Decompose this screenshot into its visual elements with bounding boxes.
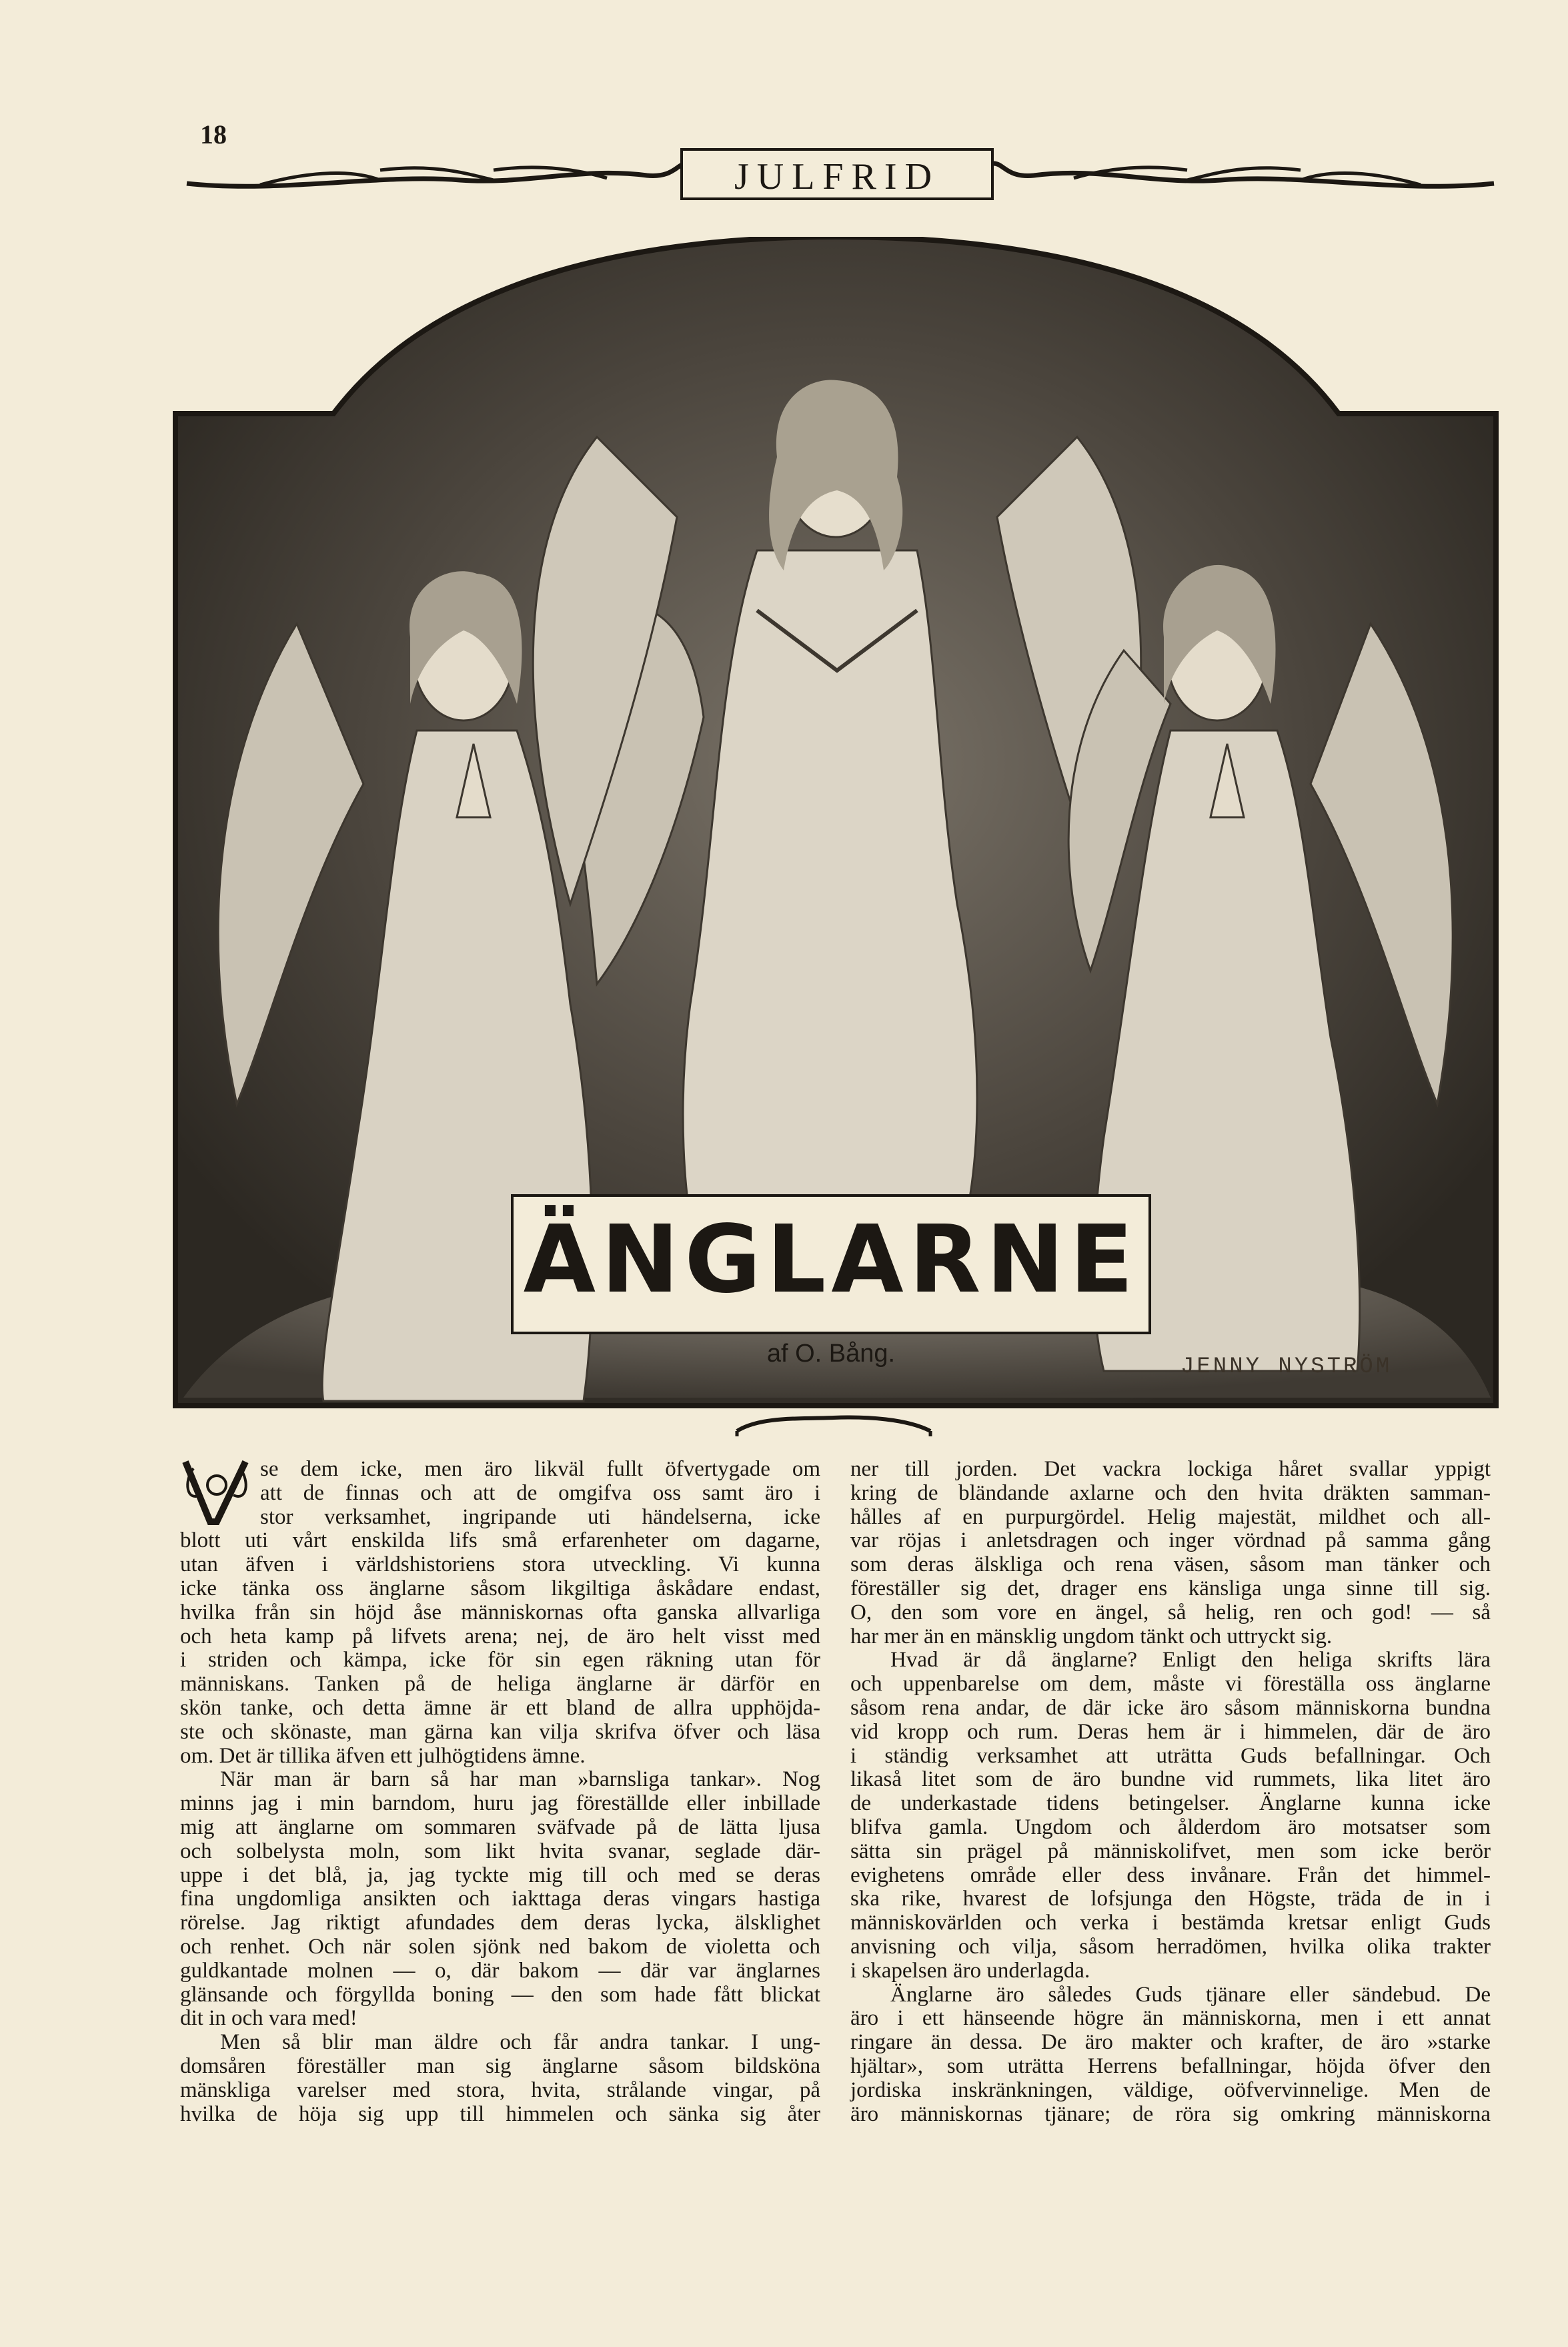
- left-line: mänskliga varelser med stora, hvita, strålande vingar, på: [180, 2077, 820, 2102]
- left-line: glänsande och förgyllda boning — den som hade fått blickat: [180, 1982, 820, 2007]
- right-line: evighetens område eller dess invånare. Från det himmel-: [850, 1863, 1491, 1887]
- right-line: ner till jorden. Det vackra lockiga håret svallar yppigt: [850, 1457, 1491, 1481]
- left-line: guldkantade molnen — o, där bakom — där var änglarnes: [180, 1958, 820, 1983]
- right-line: föreställer sig det, drager ens känsliga unga sinne till sig.: [850, 1576, 1491, 1600]
- right-line: likaså litet som de äro bundne vid rummets, lika litet äro: [850, 1767, 1491, 1792]
- right-line: och uppenbarelse om dem, måste vi föreställa oss änglarne: [850, 1672, 1491, 1697]
- right-column: [850, 1458, 1491, 2126]
- left-line: i striden och kämpa, icke för sin egen räkning utan för: [180, 1648, 820, 1673]
- left-line: ste och skönaste, man gärna kan vilja skrifva öfver och läsa: [180, 1719, 820, 1744]
- left-line: människans. Tanken på de heliga änglarne är därför en: [180, 1672, 820, 1697]
- right-line: äro människornas tjänare; de röra sig omkring människorna: [850, 2101, 1491, 2126]
- right-line: ska rike, hvarest de lofsjunga den Högste, träda de in i: [850, 1887, 1491, 1911]
- right-line: anvisning och vilja, såsom herradömen, hvilka olika trakter: [850, 1934, 1491, 1959]
- article-title: ÄNGLARNE: [523, 1206, 1139, 1314]
- author-byline: af O. Bång.: [766, 1340, 896, 1368]
- left-line: När man är barn så har man »barnsliga tankar». Nog: [220, 1767, 820, 1792]
- dropcap-v-ornament: [180, 1455, 253, 1528]
- right-line: kring de bländande axlarne och den hvita dräkten samman-: [850, 1480, 1491, 1505]
- right-line: de underkastade tidens betingelser. Änglarne kunna icke: [850, 1791, 1491, 1816]
- right-line: Änglarne äro således Guds tjänare eller sändebud. De: [890, 1982, 1491, 2007]
- right-line: i ständig verksamhet att uträtta Guds befallningar. Och: [850, 1743, 1491, 1768]
- right-line: blifva gamla. Ungdom och ålderdom äro motsatser som: [850, 1815, 1491, 1839]
- artist-signature: JENNY NYSTRÖM: [1181, 1354, 1393, 1380]
- right-line: jordiska inskränkningen, väldige, oöfvervinnelige. Men de: [850, 2077, 1491, 2102]
- left-line: om. Det är tillika äfven ett julhögtidens ämne.: [180, 1743, 586, 1768]
- left-line: Men så blir man äldre och får andra tankar. I ung-: [220, 2030, 820, 2055]
- left-column: [180, 1458, 820, 2126]
- left-line: minns jag i min barndom, huru jag föreställde eller inbillade: [180, 1791, 820, 1816]
- right-line: sätta sin prägel på människolifvet, men som icke berör: [850, 1839, 1491, 1863]
- right-line: var röjas i anletsdragen och inger vördnad på samma gång: [850, 1528, 1491, 1553]
- left-line: att de finnas och att de omgifva oss samt äro i: [260, 1480, 820, 1505]
- left-line: se dem icke, men äro likväl fullt öfvertygade om: [260, 1457, 820, 1481]
- left-line: icke tänka oss änglarne såsom likgiltiga åskådare endast,: [180, 1576, 820, 1600]
- right-line: har mer än en mänsklig ungdom tänkt och uttryckt sig.: [850, 1624, 1333, 1649]
- right-line: hålles af en purpurgördel. Helig majestät, mildhet och all-: [850, 1504, 1491, 1529]
- left-line: utan äfven i världshistoriens stora utveckling. Vi kunna: [180, 1552, 820, 1577]
- left-line: stor verksamhet, ingripande uti händelserna, icke: [260, 1504, 820, 1529]
- page-number: 18: [200, 119, 227, 149]
- left-line: blott uti vårt enskilda lifs små erfarenheter om dagarne,: [180, 1528, 820, 1553]
- right-line: såsom rena andar, de där icke äro såsom människorna bundna: [850, 1695, 1491, 1720]
- right-line: ringare än dessa. De äro makter och krafter, de äro »starke: [850, 2030, 1491, 2055]
- left-line: skön tanke, och detta ämne är ett bland de allra upphöjda-: [180, 1695, 820, 1720]
- left-line: och heta kamp på lifvets arena; nej, de äro helt visst med: [180, 1624, 820, 1649]
- right-line: i skapelsen äro underlagda.: [850, 1958, 1090, 1983]
- right-line: som deras älskliga och rena väsen, såsom man tänker och: [850, 1552, 1491, 1577]
- right-line: O, den som vore en ängel, så helig, ren och god! — så: [850, 1600, 1491, 1624]
- left-line: och solbelysta moln, som likt hvita svanar, seglade där-: [180, 1839, 820, 1863]
- title-panel: [511, 1194, 1151, 1334]
- left-line: och renhet. Och när solen sjönk ned bakom de violetta och: [180, 1934, 820, 1959]
- left-line: rörelse. Jag riktigt afundades dem deras lycka, älsklighet: [180, 1911, 820, 1935]
- left-line: uppe i det blå, ja, jag tyckte mig till och med se deras: [180, 1863, 820, 1887]
- left-line: mig att änglarne om sommaren sväfvade på de lätta ljusa: [180, 1815, 820, 1839]
- left-line: hvilka de höja sig upp till himmelen och sänka sig åter: [180, 2101, 820, 2126]
- right-line: Hvad är då änglarne? Enligt den heliga skrifts lära: [890, 1648, 1491, 1673]
- right-line: äro i ett hänseende högre än människorna, men i ett annat: [850, 2006, 1491, 2031]
- bracket-ornament: [734, 1411, 934, 1438]
- left-line: domsåren föreställer man sig änglarne såsom bildsköna: [180, 2053, 820, 2078]
- masthead-title: JULFRID: [680, 148, 994, 200]
- left-line: hvilka från sin höjd åse människornas ofta ganska allvarliga: [180, 1600, 820, 1624]
- right-line: människovärlden och verka i bestämda kretsar enligt Guds: [850, 1911, 1491, 1935]
- right-line: vid kropp och rum. Deras hem är i himmelen, där de äro: [850, 1719, 1491, 1744]
- left-line: fina ungdomliga ansikten och iakttaga deras vingars hastiga: [180, 1887, 820, 1911]
- right-line: hjältar», som uträtta Herrens befallningar, höjda öfver den: [850, 2053, 1491, 2078]
- left-line: dit in och vara med!: [180, 2006, 357, 2031]
